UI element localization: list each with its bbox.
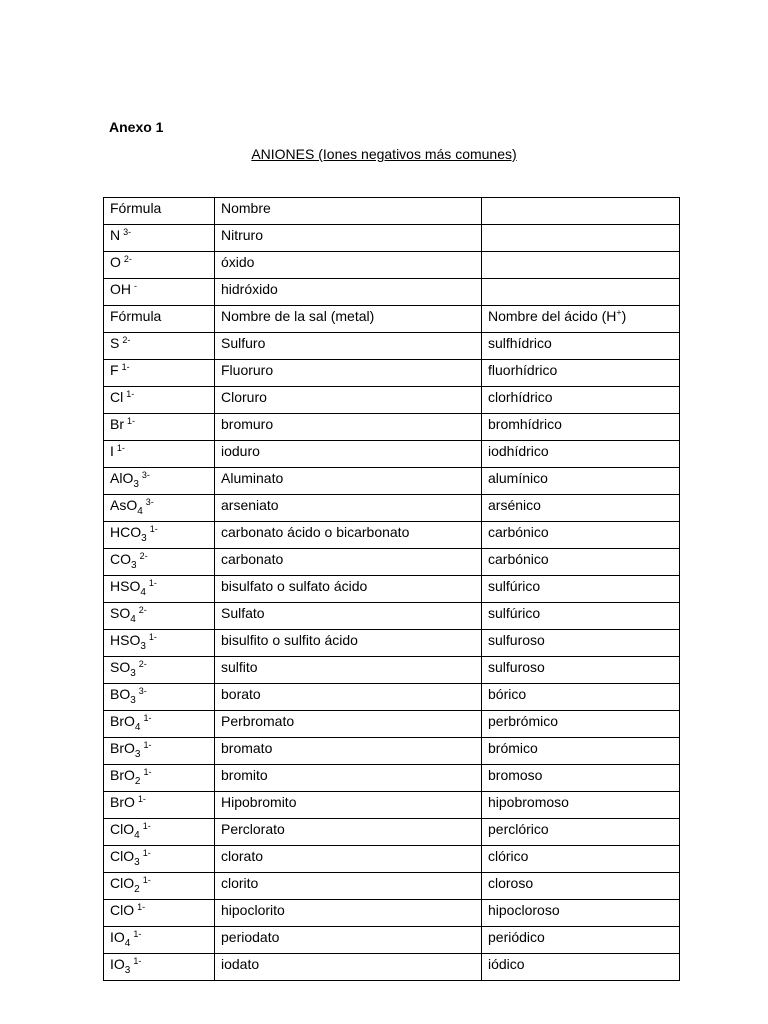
salt-name-cell: bisulfito o sulfito ácido	[215, 630, 482, 657]
subheader-acid-sup: +	[616, 307, 622, 318]
formula-charge: 1-	[142, 848, 151, 858]
subheader-formula: Fórmula	[104, 306, 215, 333]
formula-charge: 3-	[145, 497, 154, 507]
salt-name-cell: borato	[215, 684, 482, 711]
formula-charge: 1-	[148, 632, 157, 642]
table-row	[104, 360, 680, 387]
salt-name-cell: clorato	[215, 846, 482, 873]
formula-subscript: 3	[130, 694, 136, 706]
formula-cell	[104, 549, 215, 576]
formula-base: BO	[110, 686, 131, 702]
formula-subscript: 3	[134, 856, 140, 868]
formula-base: AsO	[110, 497, 138, 513]
formula-charge: 2-	[139, 551, 148, 561]
formula-cell	[104, 603, 215, 630]
formula-cell	[104, 333, 215, 360]
formula-base: BrO	[110, 794, 135, 810]
table-row	[104, 900, 680, 927]
table-row	[104, 522, 680, 549]
formula-charge: 3-	[123, 227, 132, 237]
acid-name-cell: alumínico	[482, 468, 680, 495]
acid-name-cell: iodhídrico	[482, 441, 680, 468]
formula-cell	[104, 846, 215, 873]
salt-name-cell: Aluminato	[215, 468, 482, 495]
formula-base: ClO	[110, 821, 135, 837]
formula-subscript: 3	[124, 964, 131, 976]
acid-name-cell: sulfúrico	[482, 576, 680, 603]
acid-name-cell: clórico	[482, 846, 680, 873]
salt-name-cell: bromuro	[215, 414, 482, 441]
formula-base: CO	[110, 551, 131, 567]
formula-charge: 1-	[142, 875, 151, 885]
table-row	[104, 846, 680, 873]
formula-charge: -	[134, 281, 137, 291]
acid-name-cell: carbónico	[482, 522, 680, 549]
acid-name-cell: sulfuroso	[482, 657, 680, 684]
formula-cell	[104, 387, 215, 414]
table-row	[104, 441, 680, 468]
table-row	[104, 225, 680, 252]
acid-name-cell: iódico	[482, 954, 680, 981]
acid-name-cell: sulfhídrico	[482, 333, 680, 360]
table-row	[104, 873, 680, 900]
table-row	[104, 927, 680, 954]
formula-base: BrO	[110, 713, 135, 729]
salt-name-cell: hipoclorito	[215, 900, 482, 927]
formula-subscript: 3	[140, 640, 146, 652]
formula-subscript: 3	[133, 478, 139, 490]
annex-label: Anexo 1	[109, 119, 164, 135]
formula-cell	[104, 522, 215, 549]
formula-subscript: 4	[140, 586, 146, 598]
formula-cell	[104, 414, 215, 441]
formula-cell	[104, 279, 215, 306]
salt-name-cell: carbonato	[215, 549, 482, 576]
page-title: ANIONES (Iones negativos más comunes)	[251, 146, 517, 162]
table-row	[104, 792, 680, 819]
formula-base: BrO	[110, 767, 135, 783]
table-row	[104, 711, 680, 738]
salt-name-cell: Nitruro	[215, 225, 482, 252]
acid-name-cell: sulfúrico	[482, 603, 680, 630]
formula-charge: 2-	[123, 254, 132, 264]
formula-base: SO	[110, 659, 131, 675]
formula-charge: 1-	[142, 821, 151, 831]
table-row	[104, 684, 680, 711]
acid-name-cell: sulfuroso	[482, 630, 680, 657]
formula-subscript: 4	[134, 829, 140, 841]
formula-base: N	[110, 227, 121, 243]
acid-name-cell: fluorhídrico	[482, 360, 680, 387]
table-row	[104, 387, 680, 414]
formula-cell	[104, 630, 215, 657]
acid-name-cell	[482, 252, 680, 279]
formula-subscript: 4	[124, 937, 131, 949]
salt-name-cell: bromato	[215, 738, 482, 765]
anions-table	[103, 197, 680, 981]
formula-base: HSO	[110, 578, 141, 594]
acid-name-cell: clorhídrico	[482, 387, 680, 414]
salt-name-cell: óxido	[215, 252, 482, 279]
table-subheader-row	[104, 306, 680, 333]
salt-name-cell: Hipobromito	[215, 792, 482, 819]
header-name: Nombre	[215, 198, 482, 225]
formula-charge: 1-	[127, 416, 136, 426]
formula-cell	[104, 900, 215, 927]
table-row	[104, 495, 680, 522]
formula-base: IO	[110, 956, 125, 972]
header-formula: Fórmula	[104, 198, 215, 225]
acid-name-cell	[482, 279, 680, 306]
subheader-acid-text: Nombre del ácido (H	[488, 308, 617, 324]
formula-charge: 2-	[138, 659, 147, 669]
formula-base: IO	[110, 929, 125, 945]
formula-cell	[104, 225, 215, 252]
formula-base: ClO	[110, 848, 135, 864]
formula-charge: 1-	[133, 929, 142, 939]
subheader-salt-name: Nombre de la sal (metal)	[215, 306, 482, 333]
formula-base: S	[110, 335, 120, 351]
salt-name-cell: periodato	[215, 927, 482, 954]
table-row	[104, 279, 680, 306]
formula-base: ClO	[110, 902, 135, 918]
formula-subscript: 3	[134, 748, 141, 760]
formula-charge: 1-	[137, 902, 146, 912]
formula-cell	[104, 954, 215, 981]
formula-charge: 1-	[116, 443, 125, 453]
acid-name-cell: bórico	[482, 684, 680, 711]
formula-subscript: 3	[131, 559, 137, 571]
formula-charge: 1-	[137, 794, 146, 804]
formula-charge: 1-	[143, 740, 152, 750]
salt-name-cell: hidróxido	[215, 279, 482, 306]
acid-name-cell: brómico	[482, 738, 680, 765]
formula-base: F	[110, 362, 119, 378]
formula-base: OH	[110, 281, 131, 297]
formula-subscript: 2	[134, 775, 141, 787]
table-row	[104, 630, 680, 657]
table-row	[104, 468, 680, 495]
table-row	[104, 657, 680, 684]
formula-cell	[104, 576, 215, 603]
formula-charge: 1-	[148, 578, 157, 588]
formula-cell	[104, 657, 215, 684]
header-empty	[482, 198, 680, 225]
formula-subscript: 3	[130, 667, 136, 679]
formula-subscript: 4	[130, 613, 136, 625]
formula-base: Cl	[110, 389, 124, 405]
acid-name-cell: bromoso	[482, 765, 680, 792]
table-row	[104, 603, 680, 630]
salt-name-cell: Fluoruro	[215, 360, 482, 387]
acid-name-cell: perclórico	[482, 819, 680, 846]
table-row	[104, 333, 680, 360]
formula-subscript: 2	[134, 883, 140, 895]
formula-subscript: 4	[134, 721, 141, 733]
table-row	[104, 954, 680, 981]
formula-subscript: 3	[141, 532, 147, 544]
formula-base: ClO	[110, 875, 135, 891]
formula-base: Br	[110, 416, 124, 432]
formula-cell	[104, 495, 215, 522]
table-row	[104, 576, 680, 603]
formula-charge: 1-	[143, 713, 152, 723]
salt-name-cell: Perclorato	[215, 819, 482, 846]
formula-cell	[104, 684, 215, 711]
formula-cell	[104, 927, 215, 954]
formula-cell	[104, 765, 215, 792]
formula-charge: 3-	[138, 686, 147, 696]
formula-base: SO	[110, 605, 131, 621]
table-row	[104, 252, 680, 279]
formula-cell	[104, 468, 215, 495]
salt-name-cell: ioduro	[215, 441, 482, 468]
formula-cell	[104, 738, 215, 765]
formula-charge: 1-	[126, 389, 135, 399]
acid-name-cell	[482, 225, 680, 252]
formula-base: BrO	[110, 740, 135, 756]
formula-charge: 1-	[143, 767, 152, 777]
formula-cell	[104, 819, 215, 846]
formula-base: O	[110, 254, 121, 270]
formula-cell	[104, 792, 215, 819]
formula-charge: 3-	[141, 470, 150, 480]
salt-name-cell: iodato	[215, 954, 482, 981]
acid-name-cell: hipocloroso	[482, 900, 680, 927]
acid-name-cell: periódico	[482, 927, 680, 954]
salt-name-cell: clorito	[215, 873, 482, 900]
formula-base: HCO	[110, 524, 142, 540]
formula-cell	[104, 252, 215, 279]
acid-name-cell: perbrómico	[482, 711, 680, 738]
formula-base: AlO	[110, 470, 134, 486]
salt-name-cell: Perbromato	[215, 711, 482, 738]
table-row	[104, 414, 680, 441]
table-row	[104, 549, 680, 576]
salt-name-cell: Cloruro	[215, 387, 482, 414]
formula-charge: 2-	[122, 335, 131, 345]
acid-name-cell: arsénico	[482, 495, 680, 522]
acid-name-cell: cloroso	[482, 873, 680, 900]
acid-name-cell: hipobromoso	[482, 792, 680, 819]
formula-base: I	[110, 443, 114, 459]
salt-name-cell: bromito	[215, 765, 482, 792]
salt-name-cell: arseniato	[215, 495, 482, 522]
salt-name-cell: Sulfato	[215, 603, 482, 630]
formula-cell	[104, 873, 215, 900]
table-row	[104, 738, 680, 765]
formula-charge: 1-	[149, 524, 158, 534]
formula-charge: 2-	[138, 605, 147, 615]
formula-cell	[104, 441, 215, 468]
table-header-row	[104, 198, 680, 225]
formula-charge: 1-	[121, 362, 130, 372]
acid-name-cell: carbónico	[482, 549, 680, 576]
acid-name-cell: bromhídrico	[482, 414, 680, 441]
subheader-acid-close: )	[621, 308, 627, 324]
salt-name-cell: sulfito	[215, 657, 482, 684]
formula-cell	[104, 360, 215, 387]
salt-name-cell: carbonato ácido o bicarbonato	[215, 522, 482, 549]
subheader-acid-name	[482, 306, 680, 333]
table-row	[104, 819, 680, 846]
formula-charge: 1-	[133, 956, 142, 966]
salt-name-cell: bisulfato o sulfato ácido	[215, 576, 482, 603]
salt-name-cell: Sulfuro	[215, 333, 482, 360]
formula-base: HSO	[110, 632, 141, 648]
table-row	[104, 765, 680, 792]
formula-cell	[104, 711, 215, 738]
formula-subscript: 4	[137, 505, 143, 517]
